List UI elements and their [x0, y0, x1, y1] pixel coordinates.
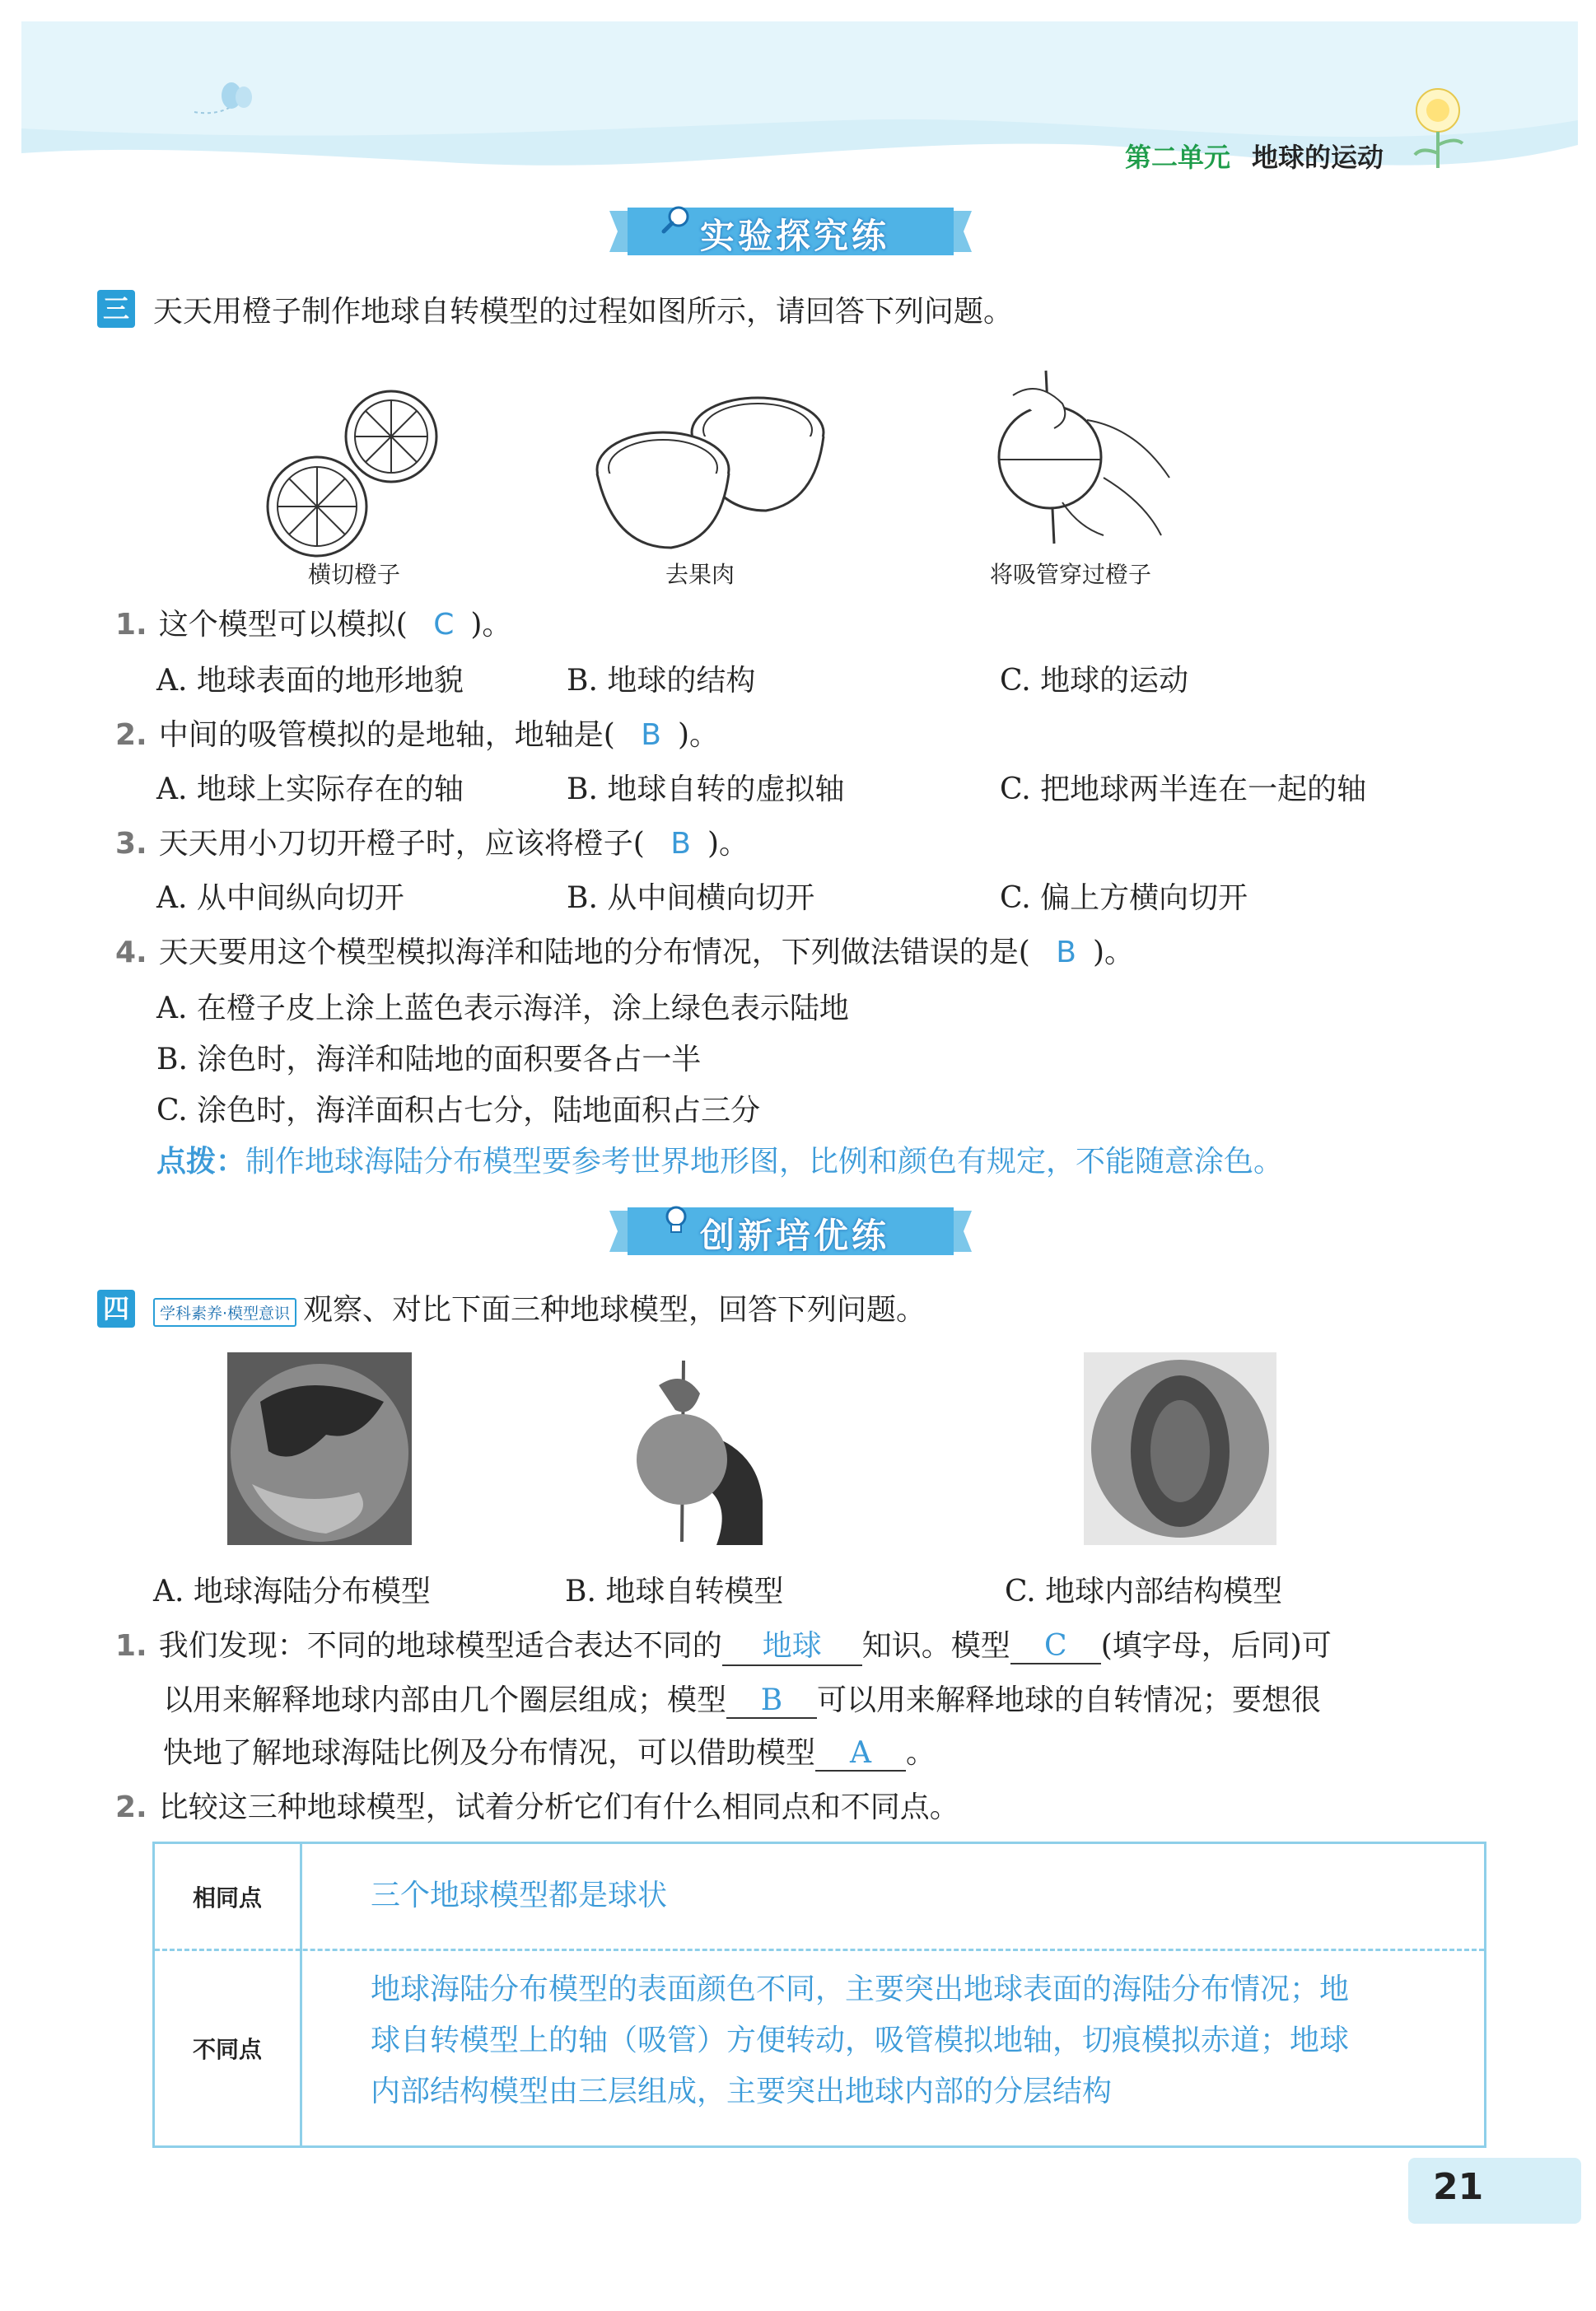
q4-item-1-line-1: 1. 我们发现：不同的地球模型适合表达不同的 地球 知识。模型 C (填字母，后同)可 — [115, 1622, 1332, 1666]
q4-item-1-line-2: 以用来解释地球内部由几个圈层组成；模型 B 可以用来解释地球的自转情况；要想很 — [163, 1683, 1322, 1717]
sunflower-icon — [1405, 79, 1479, 170]
q3-4-option-b: B. 涂色时，海洋和陆地的面积要各占一半 — [156, 1043, 702, 1076]
caption-rotation-model: B. 地球自转模型 — [565, 1575, 784, 1608]
unit-title: 地球的运动 — [1252, 142, 1384, 173]
fill-blank: B — [726, 1683, 817, 1719]
page-header — [21, 21, 1578, 186]
q3-1-option-c: C. 地球的运动 — [1000, 664, 1189, 698]
fill-blank: 地球 — [722, 1622, 862, 1666]
different-points-answer-line-3: 内部结构模型由三层组成，主要突出地球内部的分层结构 — [371, 2075, 1113, 2108]
answer: B — [1056, 936, 1076, 969]
fill-blank: A — [815, 1736, 906, 1772]
caption-internal-structure-model: C. 地球内部结构模型 — [1005, 1575, 1283, 1608]
table-row-same — [155, 1844, 1484, 1951]
internal-structure-model-photo — [1084, 1352, 1276, 1545]
experiment-section-banner — [609, 204, 972, 259]
hint-label: 点拨： — [156, 1145, 246, 1179]
innovation-section-title: 创新培优练 — [700, 1216, 890, 1256]
q3-2-option-c: C. 把地球两半连在一起的轴 — [1000, 773, 1367, 806]
magnifier-icon — [660, 204, 692, 236]
q3-item-1: 1. 这个模型可以模拟( C )。 — [115, 608, 512, 642]
same-points-answer: 三个地球模型都是球状 — [371, 1879, 668, 1912]
q3-3-option-c: C. 偏上方横向切开 — [1000, 881, 1248, 915]
question-4-stem: 学科素养·模型意识 观察、对比下面三种地球模型，回答下列问题。 — [153, 1286, 926, 1328]
competency-tag: 学科素养·模型意识 — [153, 1298, 296, 1327]
page-number-tab — [1408, 2158, 1581, 2224]
answer: B — [670, 827, 691, 861]
q4-item-2: 2. 比较这三种地球模型，试着分析它们有什么相同点和不同点。 — [115, 1790, 959, 1824]
page-number: 21 — [1433, 2166, 1484, 2208]
q4-item-1-line-3: 快地了解地球海陆比例及分布情况，可以借助模型 A 。 — [163, 1736, 936, 1770]
q3-1-option-a: A. 地球表面的地形地貌 — [156, 664, 464, 698]
caption-land-sea-model: A. 地球海陆分布模型 — [153, 1575, 431, 1608]
question-badge-4: 四 — [97, 1290, 135, 1328]
answer: C — [433, 608, 455, 642]
q3-2-option-b: B. 地球自转的虚拟轴 — [567, 773, 845, 806]
orange-peel-bowls-illustration — [593, 387, 832, 552]
fill-blank: C — [1010, 1629, 1101, 1664]
answer: B — [641, 718, 661, 752]
comparison-table — [152, 1842, 1486, 2148]
q3-4-option-a: A. 在橙子皮上涂上蓝色表示海洋，涂上绿色表示陆地 — [156, 992, 849, 1025]
innovation-section-banner — [609, 1204, 972, 1258]
question-badge-3: 三 — [97, 290, 135, 328]
q3-3-option-a: A. 从中间纵向切开 — [156, 881, 404, 915]
q3-4-option-c: C. 涂色时，海洋面积占七分，陆地面积占三分 — [156, 1094, 761, 1127]
different-points-label: 不同点 — [192, 2036, 262, 2063]
same-points-label: 相同点 — [192, 1884, 262, 1912]
unit-label: 第二单元 — [1125, 142, 1231, 173]
caption-remove-pulp: 去果肉 — [665, 561, 735, 588]
different-points-answer-line-1: 地球海陆分布模型的表面颜色不同，主要突出地球表面的海陆分布情况；地 — [371, 1973, 1350, 2006]
different-points-answer-line-2: 球自转模型上的轴（吸管）方便转动，吸管模拟地轴，切痕模拟赤道；地球 — [371, 2024, 1350, 2057]
question-3-stem: 天天用橙子制作地球自转模型的过程如图所示，请回答下列问题。 — [153, 295, 1014, 329]
hint-note: 点拨：制作地球海陆分布模型要参考世界地形图，比例和颜色有规定，不能随意涂色。 — [156, 1145, 1284, 1179]
rotation-model-photo — [609, 1352, 763, 1545]
butterfly-icon — [186, 71, 252, 128]
caption-cut-orange: 横切橙子 — [307, 561, 400, 588]
q3-item-3: 3. 天天用小刀切开橙子时，应该将橙子( B )。 — [115, 827, 749, 861]
table-column-divider — [300, 1844, 302, 2145]
q3-item-4: 4. 天天要用这个模型模拟海洋和陆地的分布情况，下列做法错误的是( B )。 — [115, 936, 1134, 969]
lightbulb-icon — [660, 1204, 692, 1235]
straw-through-orange-illustration — [964, 362, 1178, 552]
caption-insert-straw: 将吸管穿过橙子 — [989, 561, 1151, 588]
q3-1-option-b: B. 地球的结构 — [567, 664, 756, 698]
experiment-section-title: 实验探究练 — [700, 216, 890, 256]
q3-item-2: 2. 中间的吸管模拟的是地轴，地轴是( B )。 — [115, 718, 719, 752]
q3-2-option-a: A. 地球上实际存在的轴 — [156, 773, 464, 806]
land-sea-model-photo — [227, 1352, 412, 1545]
q3-3-option-b: B. 从中间横向切开 — [567, 881, 815, 915]
orange-cut-illustration — [255, 387, 453, 560]
